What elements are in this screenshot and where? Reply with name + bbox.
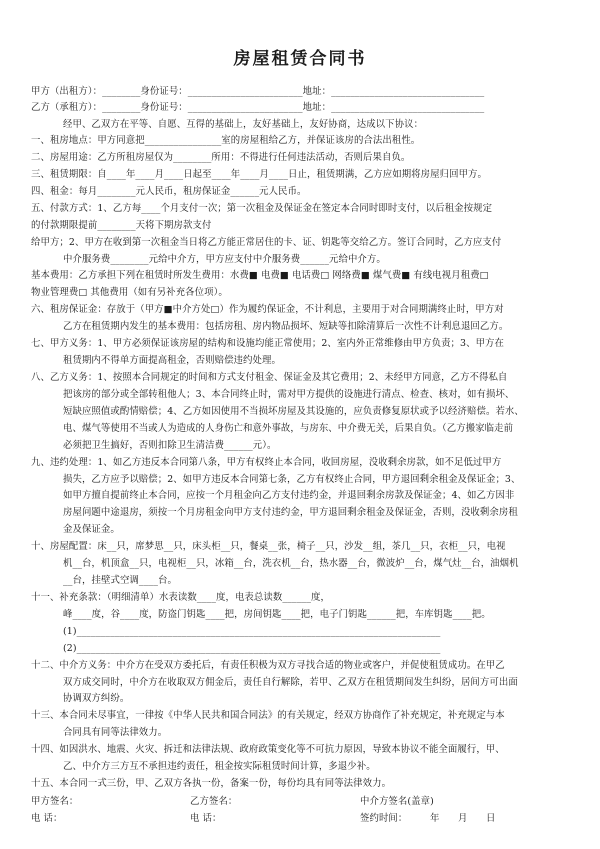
contract-line: 基本费用：乙方承担下列在租赁时所发生费用：水费■ 电费■ 电话费□ 网络费■ 煤气费■ 有线电视月租费□ (31, 270, 489, 281)
contract-line: 十二、中介方义务：中介方在受双方委托后，有责任积极为双方寻找合适的物业或客户，并促使租赁成功。在甲乙 (31, 660, 505, 671)
contract-line: 乙方（承租方）：________身份证号：________________________地址：________________________________ (31, 102, 485, 113)
party-b-signature-label: 乙方签名： (190, 796, 238, 807)
contract-line: 九、违约处理：1、如乙方违反本合同第八条，甲方有权终止本合同，收回房屋，没收剩余房款，如不足低过甲方 (31, 457, 502, 468)
contract-line: 双方成交同时，中介方在收取双方佣金后，责任自行解除，若甲、乙双方在租赁期间发生纠纷，居间方可出面 (63, 677, 518, 688)
contract-line: 租赁期内不得单方面提高租金，否则赔偿违约处理。 (63, 355, 281, 366)
party-a-phone-label: 电 话： (31, 813, 63, 824)
contract-line: 甲方（出租方）：________身份证号：________________________地址：________________________________ (31, 86, 485, 97)
contract-line: 十五、本合同一式三份，甲、乙双方各执一份，备案一份，每份均具有同等法律效力。 (31, 778, 392, 789)
contract-line: 机__台，机顶盒__只，电视柜__只，冰箱__台，洗衣机__台，热水器__台，微波炉__台，煤气灶__台，油烟机 (63, 558, 519, 569)
contract-line: 给甲方；2、甲方在收到第一次租金当日将乙方能正常居住的卡、证、钥匙等交给乙方。签订合同时，乙方应支付 (31, 237, 502, 248)
contract-line: 一、租房地点：甲方同意把________________室的房屋租给乙方，并保证该房的合法出租性。 (31, 135, 421, 146)
contract-line: 如甲方擅自提前终止本合同，应按一个月租金向乙方支付违约金，并退回剩余房款及保证金；4、如乙方因非 (63, 490, 515, 501)
contract-line: 十三、本合同未尽事宜，一律按《中华人民共和国合同法》的有关规定，经双方协商作了补充规定，补充规定与本 (31, 710, 505, 721)
contract-line: 十、房屋配置：床__只，席梦思__只，床头柜__只，餐桌__张，椅子__只，沙发__组，茶几__只，衣柜__只，电视 (31, 541, 506, 552)
document-title: 房屋租赁合同书 (233, 49, 367, 69)
sign-time-label: 签约时间： (360, 813, 408, 824)
contract-line: 损失，乙方应予以赔偿；2、如甲方违反本合同第七条，乙方有权终止合同，甲方退回剩余租金及保证金；3、 (63, 474, 521, 485)
contract-line: 三、租赁期限：自____年____月____日起至____年____月____日止，租赁期满，乙方应如期将房屋归回甲方。 (31, 169, 488, 180)
contract-line: 金及保证金。 (63, 524, 120, 535)
sign-year-label: 年 (430, 813, 440, 824)
sign-month-label: 月 (458, 813, 468, 824)
contract-line: 乙、中介方三方互不承担违约责任，租金按实际租赁时间计算，多退少补。 (63, 761, 376, 772)
contract-line: 五、付款方式：1、乙方每____个月支付一次；第一次租金及保证金在签定本合同时即时支付，以后租金按规定 (31, 203, 493, 214)
contract-line: 短缺应照值或酌情赔偿；4、乙方如因使用不当损坏房屋及其设施的，应负责修复原状或予以经济赔偿。若水、 (63, 406, 524, 417)
contract-line: 经甲、乙双方在平等、自愿、互得的基础上，友好基础上，友好协商，达成以下协议： (63, 119, 424, 130)
contract-line: 二、房屋用途：乙方所租房屋仅为________所用：不得进行任何违法活动，否则后果自负。 (31, 152, 411, 163)
contract-line: 合同具有同等法律效力。 (63, 727, 168, 738)
contract-line: 物业管理费□ 其他费用（如有另补充各位项）。 (31, 287, 228, 298)
contract-line: 协调双方纠纷。 (63, 693, 130, 704)
contract-line: 中介服务费________元给中介方，甲方应支付中介服务费______元给中介方。 (63, 254, 386, 265)
contract-line: 房屋问题中途退房，须按一个月房租金向甲方支付违约金，甲方退回剩余租金及保证金，否则，没收剩余房租 (63, 507, 518, 518)
agency-signature-label: 中介方签名(盖章) (360, 796, 434, 807)
contract-line: 四、租金：每月________元人民币，租房保证金______元人民币。 (31, 186, 307, 197)
contract-line: 必须把卫生搞好，否则扣除卫生清洁费______元）。 (63, 440, 277, 451)
party-a-signature-label: 甲方签名： (31, 796, 79, 807)
contract-line: 十一、补充条款：（明细清单）水表读数____度，电表总读数______度， (31, 592, 331, 603)
contract-line: (1)____________________________________________________________________________ (63, 626, 441, 637)
party-b-phone-label: 电 话： (190, 813, 222, 824)
contract-line: 电、煤气等使用不当或人为造成的人身伤亡和意外事故，与房东、中介费无关，后果自负。（乙方搬家临走前 (63, 423, 514, 434)
contract-line: 七、甲方义务：1、甲方必须保证该房屋的结构和设施均能正常使用；2、室内外正常维修由甲方负责；3、甲方在 (31, 338, 504, 349)
contract-line: 乙方在租赁期内发生的基本费用：包括房租、房内物品损坏、短缺等扣除清算后一次性不计利息退回乙方。 (63, 321, 509, 332)
contract-line: (2)____________________________________________________________________________ (63, 643, 441, 654)
contract-line: 峰____度，谷____度，防盗门钥匙____把，房间钥匙____把，电子门钥匙______把，车库钥匙____把。 (63, 609, 491, 620)
contract-line: __台，挂壁式空调____台。 (63, 575, 178, 586)
contract-line: 把该房的部分或全部转租他人；3、本合同终止时，需对甲方提供的设施进行清点、检查、核对，如有损坏、 (63, 389, 515, 400)
contract-line: 的付款期限提前________天将下期房款支付 (31, 220, 212, 231)
sign-day-label: 日 (486, 813, 496, 824)
contract-line: 六、租房保证金：存放于（甲方■中介方处□）作为履约保证金，不计利息，主要用于对合同期满终止时，甲方对 (31, 304, 504, 315)
contract-line: 十四、如因洪水、地震、火灾、拆迁和法律法规、政府政策变化等不可抗力原因，导致本协议不能全面履行，甲、 (31, 744, 505, 755)
contract-line: 八、乙方义务：1、按照本合同规定的时间和方式支付租金、保证金及其它费用；2、未经甲方同意，乙方不得私自 (31, 372, 508, 383)
